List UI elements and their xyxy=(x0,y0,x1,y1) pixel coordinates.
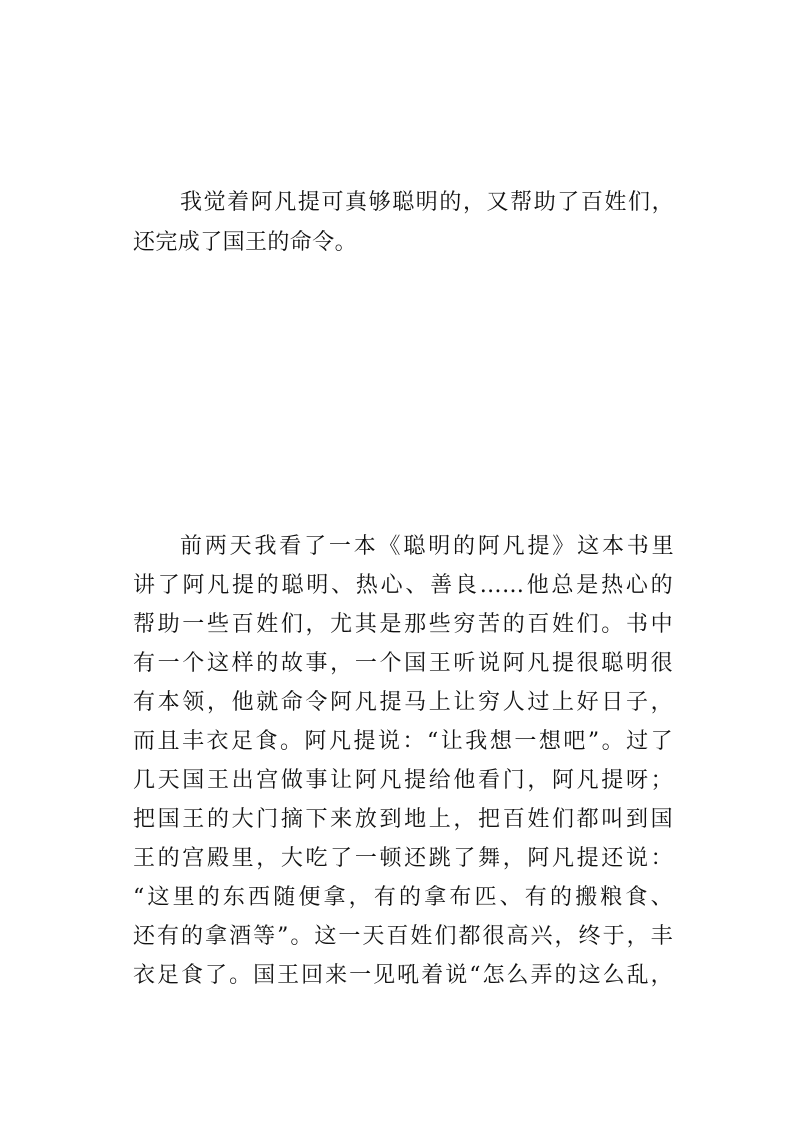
paragraph-1-line-2: 还完成了国王的命令。 xyxy=(133,230,358,255)
paragraph-2-line-8: 把国王的大门摘下来放到地上，把百姓们都叫到国 xyxy=(133,807,673,832)
paragraph-2-line-11: 还有的拿酒等”。这一天百姓们都很高兴，终于，丰 xyxy=(133,924,673,949)
paragraph-2-line-5: 有本领，他就命令阿凡提马上让穷人过上好日子， xyxy=(133,690,673,715)
paragraph-2-line-12: 衣足食了。国王回来一见吼着说“怎么弄的这么乱， xyxy=(133,963,673,988)
paragraph-2-line-3: 帮助一些百姓们，尤其是那些穷苦的百姓们。书中 xyxy=(133,612,673,637)
paragraph-2-line-1: 前两天我看了一本《聪明的阿凡提》这本书里 xyxy=(180,534,674,559)
paragraph-2-line-7: 几天国王出宫做事让阿凡提给他看门，阿凡提呀； xyxy=(133,768,673,793)
paragraph-2-line-2: 讲了阿凡提的聪明、热心、善良……他总是热心的 xyxy=(133,573,673,598)
paragraph-1-line-1: 我觉着阿凡提可真够聪明的，又帮助了百姓们， xyxy=(180,190,674,215)
paragraph-2-line-4: 有一个这样的故事，一个国王听说阿凡提很聪明很 xyxy=(133,651,673,676)
paragraph-2-line-10: “这里的东西随便拿，有的拿布匹、有的搬粮食、 xyxy=(133,885,673,910)
paragraph-2-line-6: 而且丰衣足食。阿凡提说：“让我想一想吧”。过了 xyxy=(133,729,673,754)
paragraph-2-line-9: 王的宫殿里，大吃了一顿还跳了舞，阿凡提还说： xyxy=(133,846,673,871)
